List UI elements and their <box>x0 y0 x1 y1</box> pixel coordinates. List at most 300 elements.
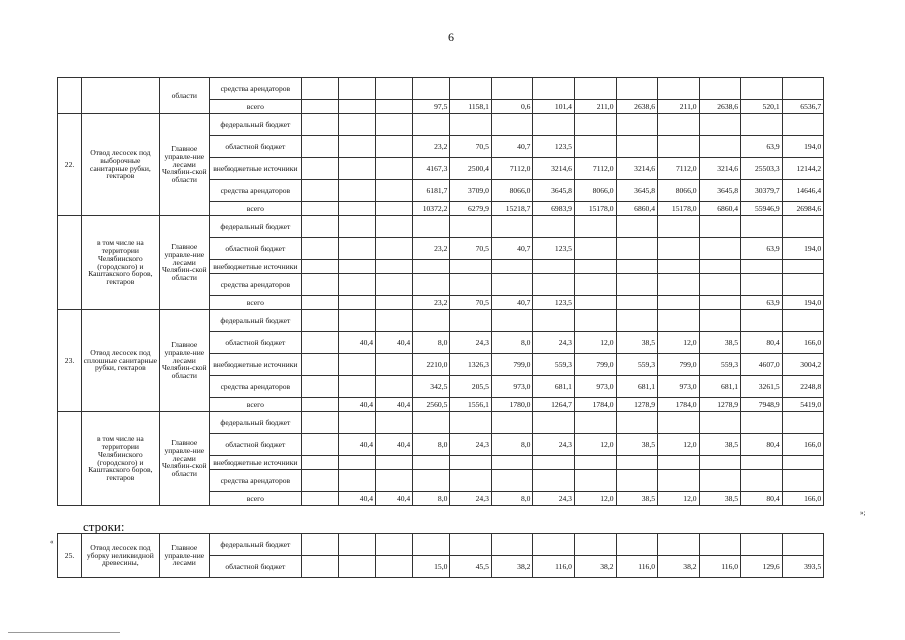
value-cell: 681,1 <box>699 376 741 398</box>
value-cell: 8,0 <box>491 492 533 506</box>
value-cell: 7112,0 <box>574 158 616 180</box>
row-source: всего <box>209 398 301 412</box>
row-source: средства арендаторов <box>209 180 301 202</box>
value-cell <box>376 376 413 398</box>
value-cell: 12144,2 <box>782 158 824 180</box>
value-cell <box>376 310 413 332</box>
value-cell <box>782 310 824 332</box>
value-cell: 12,0 <box>574 492 616 506</box>
value-cell <box>376 158 413 180</box>
value-cell <box>338 216 375 238</box>
value-cell <box>741 274 783 296</box>
value-cell: 799,0 <box>491 354 533 376</box>
value-cell <box>301 202 338 216</box>
value-cell <box>616 114 658 136</box>
value-cell <box>376 260 413 274</box>
value-cell <box>699 136 741 158</box>
table-row <box>58 78 867 100</box>
row-source: внебюджетные источники <box>209 354 301 376</box>
value-cell: 1158,1 <box>450 100 492 114</box>
value-cell <box>616 456 658 470</box>
value-cell: 8,0 <box>413 492 450 506</box>
value-cell <box>741 78 783 100</box>
value-cell <box>574 238 616 260</box>
value-cell <box>574 310 616 332</box>
value-cell <box>616 216 658 238</box>
value-cell: 129,6 <box>741 556 783 578</box>
value-cell <box>782 274 824 296</box>
value-cell: 23,2 <box>413 238 450 260</box>
row-source: всего <box>209 492 301 506</box>
row-name: в том числе на территории Челябинского (городского) и Каштакского боров, гектаров <box>82 412 160 506</box>
value-cell: 70,5 <box>450 238 492 260</box>
footnote-rule <box>8 632 120 633</box>
value-cell: 6860,4 <box>616 202 658 216</box>
value-cell: 6860,4 <box>699 202 741 216</box>
value-cell <box>533 274 575 296</box>
row-number <box>58 216 82 310</box>
row-source: федеральный бюджет <box>209 310 301 332</box>
value-cell <box>699 216 741 238</box>
value-cell <box>782 78 824 100</box>
value-cell: 1556,1 <box>450 398 492 412</box>
row-source: внебюджетные источники <box>209 456 301 470</box>
value-cell: 2638,6 <box>699 100 741 114</box>
value-cell <box>301 556 338 578</box>
value-cell <box>782 534 824 556</box>
value-cell <box>301 78 338 100</box>
value-cell <box>616 534 658 556</box>
value-cell: 97,5 <box>413 100 450 114</box>
value-cell <box>574 296 616 310</box>
row-name: Отвод лесосек под выборочные санитарные рубки, гектаров <box>82 114 160 216</box>
value-cell <box>376 202 413 216</box>
value-cell <box>301 158 338 180</box>
value-cell <box>376 100 413 114</box>
value-cell: 799,0 <box>574 354 616 376</box>
value-cell <box>699 274 741 296</box>
row-source: средства арендаторов <box>209 274 301 296</box>
row-number: 23. <box>58 310 82 412</box>
value-cell: 123,5 <box>533 136 575 158</box>
value-cell <box>574 78 616 100</box>
value-cell: 80,4 <box>741 492 783 506</box>
value-cell: 0,6 <box>491 100 533 114</box>
value-cell <box>338 238 375 260</box>
value-cell: 559,3 <box>699 354 741 376</box>
value-cell: 6181,7 <box>413 180 450 202</box>
value-cell: 116,0 <box>533 556 575 578</box>
value-cell <box>301 354 338 376</box>
row-source: областной бюджет <box>209 434 301 456</box>
row-source: внебюджетные источники <box>209 158 301 180</box>
value-cell <box>413 260 450 274</box>
value-cell: 973,0 <box>491 376 533 398</box>
value-cell: 80,4 <box>741 332 783 354</box>
value-cell <box>658 260 700 274</box>
value-cell <box>450 114 492 136</box>
value-cell <box>533 114 575 136</box>
value-cell: 3709,0 <box>450 180 492 202</box>
value-cell: 1278,9 <box>616 398 658 412</box>
value-cell <box>782 456 824 470</box>
continuation-label: строки: <box>83 519 125 534</box>
row-source: федеральный бюджет <box>209 114 301 136</box>
value-cell: 38,5 <box>616 492 658 506</box>
value-cell: 205,5 <box>450 376 492 398</box>
value-cell <box>338 180 375 202</box>
value-cell: 24,3 <box>450 332 492 354</box>
value-cell: 40,4 <box>376 332 413 354</box>
value-cell: 24,3 <box>450 492 492 506</box>
value-cell <box>301 470 338 492</box>
value-cell: 38,2 <box>658 556 700 578</box>
value-cell: 559,3 <box>616 354 658 376</box>
value-cell: 342,5 <box>413 376 450 398</box>
value-cell: 7112,0 <box>658 158 700 180</box>
table-row <box>58 412 867 434</box>
value-cell <box>376 556 413 578</box>
value-cell <box>491 114 533 136</box>
row-source: внебюджетные источники <box>209 260 301 274</box>
value-cell <box>413 114 450 136</box>
value-cell: 12,0 <box>574 332 616 354</box>
value-cell: 38,5 <box>616 332 658 354</box>
value-cell <box>616 296 658 310</box>
value-cell <box>376 136 413 158</box>
value-cell: 15178,0 <box>574 202 616 216</box>
value-cell <box>616 238 658 260</box>
row-source: федеральный бюджет <box>209 412 301 434</box>
value-cell <box>450 534 492 556</box>
value-cell <box>699 114 741 136</box>
value-cell <box>491 456 533 470</box>
value-cell <box>574 136 616 158</box>
value-cell <box>491 216 533 238</box>
value-cell: 25503,3 <box>741 158 783 180</box>
row-source: областной бюджет <box>209 238 301 260</box>
value-cell <box>616 78 658 100</box>
value-cell <box>574 260 616 274</box>
value-cell <box>616 136 658 158</box>
value-cell: 211,0 <box>574 100 616 114</box>
value-cell <box>301 180 338 202</box>
value-cell: 4167,3 <box>413 158 450 180</box>
value-cell <box>741 216 783 238</box>
value-cell <box>338 202 375 216</box>
value-cell <box>338 310 375 332</box>
row-source: всего <box>209 202 301 216</box>
value-cell <box>376 456 413 470</box>
value-cell <box>338 78 375 100</box>
value-cell <box>533 412 575 434</box>
value-cell: 393,5 <box>782 556 824 578</box>
value-cell <box>338 136 375 158</box>
value-cell <box>491 310 533 332</box>
value-cell <box>376 534 413 556</box>
row-source: областной бюджет <box>209 556 301 578</box>
value-cell <box>741 114 783 136</box>
value-cell <box>450 310 492 332</box>
value-cell <box>376 114 413 136</box>
value-cell <box>574 456 616 470</box>
value-cell <box>699 296 741 310</box>
value-cell <box>338 534 375 556</box>
value-cell: 6983,9 <box>533 202 575 216</box>
value-cell: 101,4 <box>533 100 575 114</box>
value-cell: 15,0 <box>413 556 450 578</box>
value-cell <box>450 412 492 434</box>
value-cell <box>699 78 741 100</box>
value-cell: 3261,5 <box>741 376 783 398</box>
value-cell: 2560,5 <box>413 398 450 412</box>
value-cell: 681,1 <box>616 376 658 398</box>
value-cell: 7948,9 <box>741 398 783 412</box>
value-cell <box>699 534 741 556</box>
value-cell: 2638,6 <box>616 100 658 114</box>
value-cell <box>616 274 658 296</box>
value-cell <box>616 470 658 492</box>
value-cell <box>413 310 450 332</box>
value-cell: 80,4 <box>741 434 783 456</box>
page-number: 6 <box>448 30 454 44</box>
value-cell <box>616 260 658 274</box>
value-cell <box>301 114 338 136</box>
value-cell: 116,0 <box>699 556 741 578</box>
value-cell <box>301 376 338 398</box>
value-cell <box>533 470 575 492</box>
value-cell: 12,0 <box>574 434 616 456</box>
value-cell: 70,5 <box>450 296 492 310</box>
value-cell <box>301 492 338 506</box>
value-cell: 40,7 <box>491 238 533 260</box>
value-cell <box>338 376 375 398</box>
value-cell <box>301 238 338 260</box>
value-cell <box>301 412 338 434</box>
value-cell <box>301 534 338 556</box>
value-cell <box>533 310 575 332</box>
value-cell: 38,5 <box>616 434 658 456</box>
value-cell: 63,9 <box>741 296 783 310</box>
value-cell <box>338 456 375 470</box>
value-cell: 6536,7 <box>782 100 824 114</box>
value-cell: 3214,6 <box>533 158 575 180</box>
value-cell: 559,3 <box>533 354 575 376</box>
value-cell <box>338 114 375 136</box>
value-cell: 6279,9 <box>450 202 492 216</box>
value-cell <box>782 260 824 274</box>
value-cell: 1784,0 <box>658 398 700 412</box>
value-cell <box>658 296 700 310</box>
row-org: Главное управле-ние лесами Челябин-ской области <box>159 114 209 216</box>
value-cell <box>491 78 533 100</box>
value-cell <box>450 78 492 100</box>
value-cell: 14646,4 <box>782 180 824 202</box>
value-cell <box>741 456 783 470</box>
value-cell: 194,0 <box>782 238 824 260</box>
row-name <box>82 78 160 114</box>
value-cell: 40,4 <box>376 398 413 412</box>
value-cell: 8066,0 <box>658 180 700 202</box>
value-cell <box>658 310 700 332</box>
value-cell <box>413 216 450 238</box>
value-cell: 1780,0 <box>491 398 533 412</box>
value-cell: 38,2 <box>491 556 533 578</box>
value-cell: 166,0 <box>782 332 824 354</box>
open-quote-mark: « <box>50 538 54 546</box>
value-cell: 8066,0 <box>574 180 616 202</box>
row-name: Отвод лесосек под сплошные санитарные рубки, гектаров <box>82 310 160 412</box>
value-cell: 3004,2 <box>782 354 824 376</box>
value-cell <box>741 412 783 434</box>
row-number: 22. <box>58 114 82 216</box>
value-cell <box>491 274 533 296</box>
value-cell <box>338 556 375 578</box>
value-cell <box>658 216 700 238</box>
value-cell <box>658 412 700 434</box>
value-cell <box>574 274 616 296</box>
value-cell <box>658 456 700 470</box>
value-cell: 4607,0 <box>741 354 783 376</box>
value-cell <box>413 412 450 434</box>
value-cell <box>338 158 375 180</box>
value-cell <box>699 456 741 470</box>
value-cell: 799,0 <box>658 354 700 376</box>
table-row <box>58 114 867 136</box>
value-cell <box>376 274 413 296</box>
value-cell: 3645,8 <box>699 180 741 202</box>
value-cell <box>413 456 450 470</box>
value-cell: 520,1 <box>741 100 783 114</box>
value-cell: 26984,6 <box>782 202 824 216</box>
value-cell <box>338 470 375 492</box>
row-name: в том числе на территории Челябинского (городского) и Каштакского боров, гектаров <box>82 216 160 310</box>
value-cell: 211,0 <box>658 100 700 114</box>
value-cell: 166,0 <box>782 492 824 506</box>
value-cell: 1264,7 <box>533 398 575 412</box>
main-table <box>57 77 867 506</box>
row-number <box>58 78 82 114</box>
row-org: Главное управле-ние лесами Челябин-ской области <box>159 412 209 506</box>
value-cell <box>450 260 492 274</box>
value-cell <box>533 260 575 274</box>
value-cell <box>338 100 375 114</box>
value-cell <box>491 412 533 434</box>
value-cell: 973,0 <box>658 376 700 398</box>
value-cell: 2500,4 <box>450 158 492 180</box>
value-cell <box>658 136 700 158</box>
value-cell: 24,3 <box>533 492 575 506</box>
value-cell: 40,7 <box>491 296 533 310</box>
value-cell <box>782 412 824 434</box>
value-cell: 38,5 <box>699 434 741 456</box>
value-cell: 194,0 <box>782 296 824 310</box>
value-cell <box>782 216 824 238</box>
value-cell: 23,2 <box>413 296 450 310</box>
value-cell <box>741 470 783 492</box>
value-cell: 166,0 <box>782 434 824 456</box>
value-cell <box>376 180 413 202</box>
value-cell: 63,9 <box>741 238 783 260</box>
value-cell <box>658 274 700 296</box>
value-cell: 40,4 <box>376 492 413 506</box>
value-cell: 40,7 <box>491 136 533 158</box>
value-cell <box>376 470 413 492</box>
value-cell <box>574 412 616 434</box>
value-cell: 24,3 <box>450 434 492 456</box>
value-cell <box>574 114 616 136</box>
value-cell <box>741 310 783 332</box>
value-cell <box>658 78 700 100</box>
value-cell: 123,5 <box>533 296 575 310</box>
value-cell: 40,4 <box>376 434 413 456</box>
value-cell <box>574 216 616 238</box>
value-cell <box>301 296 338 310</box>
value-cell: 24,3 <box>533 332 575 354</box>
value-cell: 45,5 <box>450 556 492 578</box>
value-cell <box>301 136 338 158</box>
value-cell: 8,0 <box>491 434 533 456</box>
row-org: Главное управле-ние лесами Челябин-ской области <box>159 216 209 310</box>
value-cell: 123,5 <box>533 238 575 260</box>
value-cell <box>616 412 658 434</box>
row-source: всего <box>209 100 301 114</box>
value-cell: 55946,9 <box>741 202 783 216</box>
value-cell <box>491 260 533 274</box>
value-cell <box>376 216 413 238</box>
value-cell <box>338 260 375 274</box>
value-cell: 3214,6 <box>699 158 741 180</box>
value-cell <box>376 412 413 434</box>
value-cell <box>413 534 450 556</box>
value-cell: 1784,0 <box>574 398 616 412</box>
value-cell <box>338 296 375 310</box>
row-source: средства арендаторов <box>209 470 301 492</box>
row-source: федеральный бюджет <box>209 216 301 238</box>
value-cell: 24,3 <box>533 434 575 456</box>
row-org: области <box>159 78 209 114</box>
value-cell <box>301 100 338 114</box>
value-cell: 1326,3 <box>450 354 492 376</box>
value-cell: 8,0 <box>491 332 533 354</box>
value-cell <box>301 456 338 470</box>
value-cell <box>782 470 824 492</box>
value-cell <box>741 534 783 556</box>
value-cell <box>301 260 338 274</box>
value-cell: 12,0 <box>658 332 700 354</box>
value-cell: 194,0 <box>782 136 824 158</box>
value-cell <box>338 274 375 296</box>
value-cell <box>301 310 338 332</box>
value-cell <box>658 470 700 492</box>
value-cell <box>658 534 700 556</box>
value-cell: 40,4 <box>338 492 375 506</box>
value-cell: 116,0 <box>616 556 658 578</box>
value-cell <box>376 354 413 376</box>
value-cell <box>491 534 533 556</box>
value-cell <box>616 310 658 332</box>
value-cell: 973,0 <box>574 376 616 398</box>
value-cell: 8066,0 <box>491 180 533 202</box>
value-cell <box>450 456 492 470</box>
value-cell <box>376 296 413 310</box>
value-cell: 2210,0 <box>413 354 450 376</box>
value-cell <box>301 274 338 296</box>
value-cell <box>301 216 338 238</box>
row-source: всего <box>209 296 301 310</box>
value-cell: 63,9 <box>741 136 783 158</box>
value-cell: 3214,6 <box>616 158 658 180</box>
